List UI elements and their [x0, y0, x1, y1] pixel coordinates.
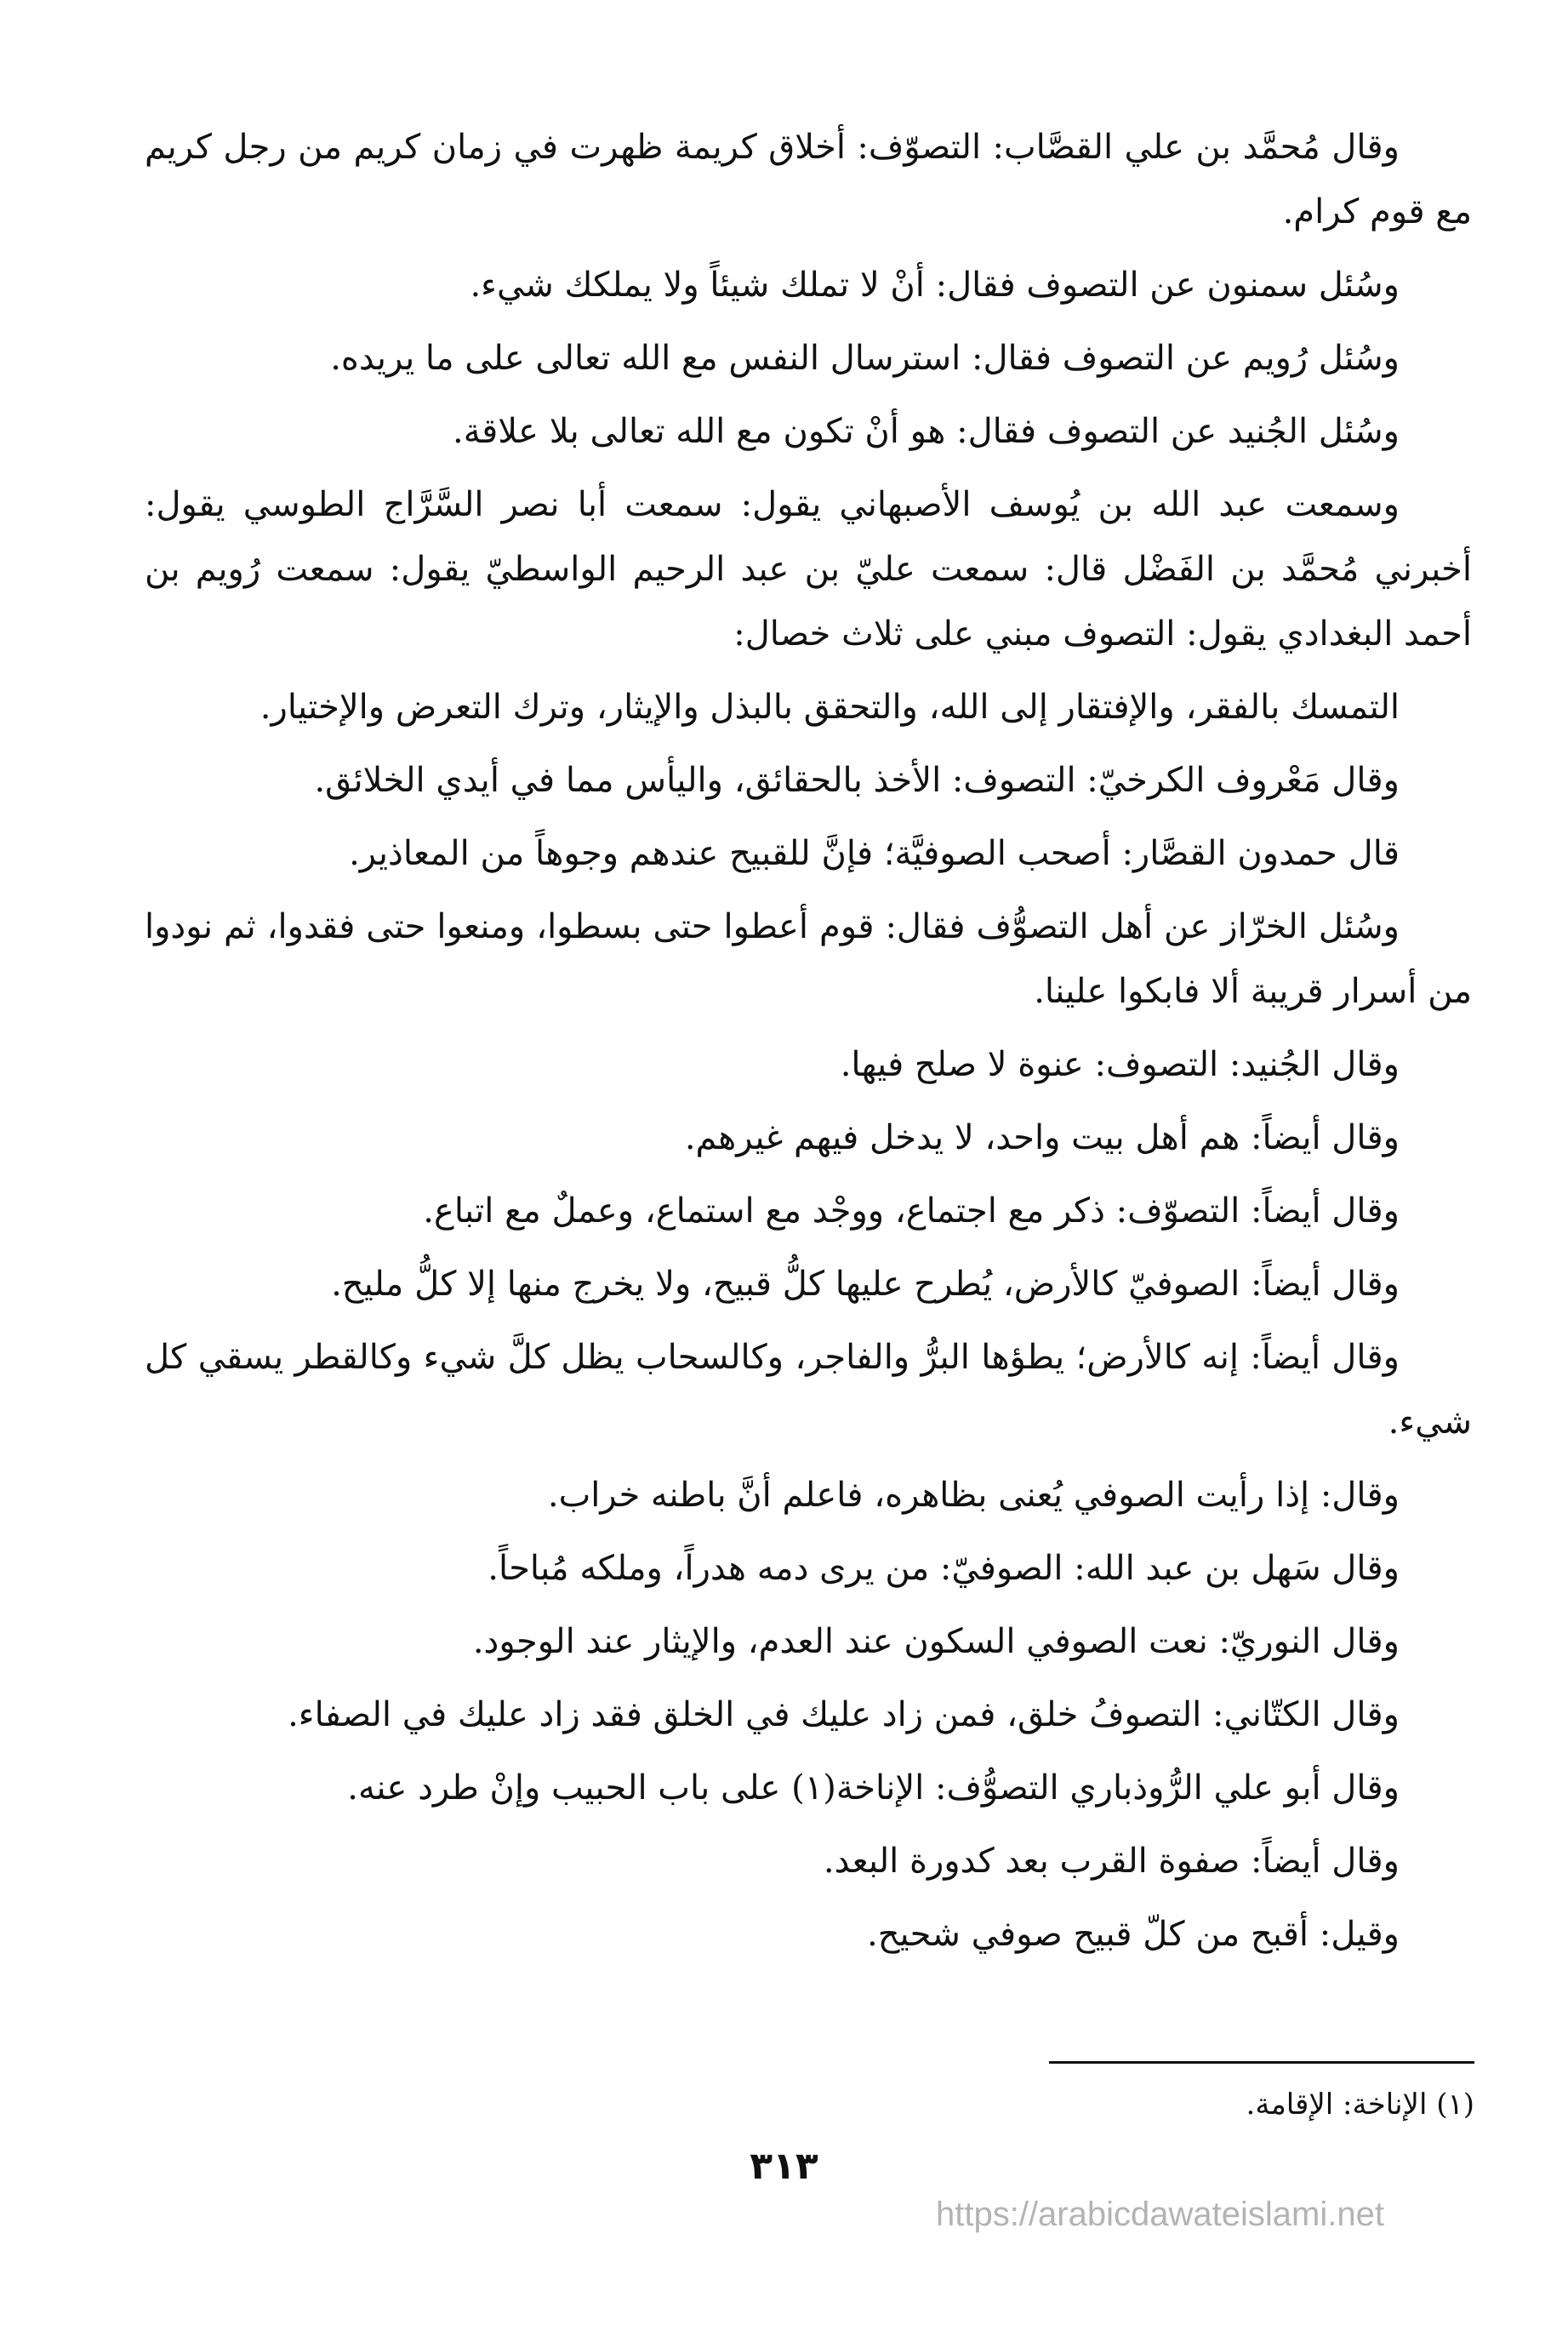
paragraph-1: وقال مُحمَّد بن علي القصَّاب: التصوّف: أخلاق كريمة ظهرت في زمان كريم من رجل كريم مع قوم كرام. [145, 128, 1472, 231]
page-number: ٣١٣ [750, 2145, 818, 2188]
main-text [145, 115, 1472, 1975]
paragraph-18: وقال الكتّاني: التصوفُ خلق، فمن زاد عليك في الخلق فقد زاد عليك في الصفاء. [288, 1695, 1400, 1734]
paragraph-6: التمسك بالفقر، والإفتقار إلى الله، والتحقق بالبذل والإيثار، وترك التعرض والإختيار. [259, 688, 1400, 727]
paragraph-21: وقيل: أقبح من كلّ قبيح صوفي شحيح. [866, 1915, 1400, 1954]
paragraph-16: وقال سَهل بن عبد الله: الصوفيّ: من يرى دمه هدراً، وملكه مُباحاً. [488, 1549, 1400, 1588]
paragraph-12: وقال أيضاً: التصوّف: ذكر مع اجتماع، ووجْد مع استماع، وعملٌ مع اتباع. [423, 1191, 1400, 1231]
paragraph-17: وقال النوريّ: نعت الصوفي السكون عند العدم، والإيثار عند الوجود. [472, 1622, 1400, 1661]
paragraph-19: وقال أبو علي الرُّوذباري التصوُّف: الإناخة(١) على باب الحبيب وإنْ طرد عنه. [347, 1768, 1400, 1808]
footnote-divider [1049, 2061, 1474, 2064]
paragraph-13: وقال أيضاً: الصوفيّ كالأرض، يُطرح عليها كلُّ قبيح، ولا يخرج منها إلا كلُّ مليح. [331, 1265, 1400, 1304]
paragraph-8: قال حمدون القصَّار: أصحب الصوفيَّة؛ فإنَّ للقبيح عندهم وجوهاً من المعاذير. [349, 834, 1400, 873]
paragraph-20: وقال أيضاً: صفوة القرب بعد كدورة البعد. [823, 1842, 1400, 1881]
paragraph-11: وقال أيضاً: هم أهل بيت واحد، لا يدخل فيهم غيرهم. [684, 1118, 1400, 1157]
paragraph-2: وسُئل سمنون عن التصوف فقال: أنْ لا تملك شيئاً ولا يملكك شيء. [470, 266, 1400, 305]
watermark-url: https://arabicdawateislami.net [936, 2196, 1384, 2233]
paragraph-10: وقال الجُنيد: التصوف: عنوة لا صلح فيها. [840, 1045, 1400, 1084]
footnote: (١) الإناخة: الإقامة. [1246, 2088, 1474, 2122]
paragraph-5: وسمعت عبد الله بن يُوسف الأصبهاني يقول: سمعت أبا نصر السَّرَّاج الطوسي يقول: أخبرني مُحمَّد بن الفَضْل قال: سمعت عليّ بن عبد الرحيم الواسطيّ يقول: سمعت رُويم بن أحمد البغدادي يقول: التصوف مبني على ثلاث خصال: [145, 485, 1472, 654]
paragraph-4: وسُئل الجُنيد عن التصوف فقال: هو أنْ تكون مع الله تعالى بلا علاقة. [453, 412, 1400, 451]
paragraph-9: وسُئل الخرّاز عن أهل التصوُّف فقال: قوم أعطوا حتى بسطوا، ومنعوا حتى فقدوا، ثم نودوا من أسرار قريبة ألا فابكوا علينا. [145, 907, 1472, 1011]
paragraph-14: وقال أيضاً: إنه كالأرض؛ يطؤها البرُّ والفاجر، وكالسحاب يظل كلَّ شيء وكالقطر يسقي كل شيء. [145, 1338, 1472, 1442]
paragraph-15: وقال: إذا رأيت الصوفي يُعنى بظاهره، فاعلم أنَّ باطنه خراب. [547, 1476, 1400, 1515]
paragraph-3: وسُئل رُويم عن التصوف فقال: استرسال النفس مع الله تعالى على ما يريده. [330, 339, 1400, 378]
paragraph-7: وقال مَعْروف الكرخيّ: التصوف: الأخذ بالحقائق، واليأس مما في أيدي الخلائق. [314, 761, 1400, 800]
